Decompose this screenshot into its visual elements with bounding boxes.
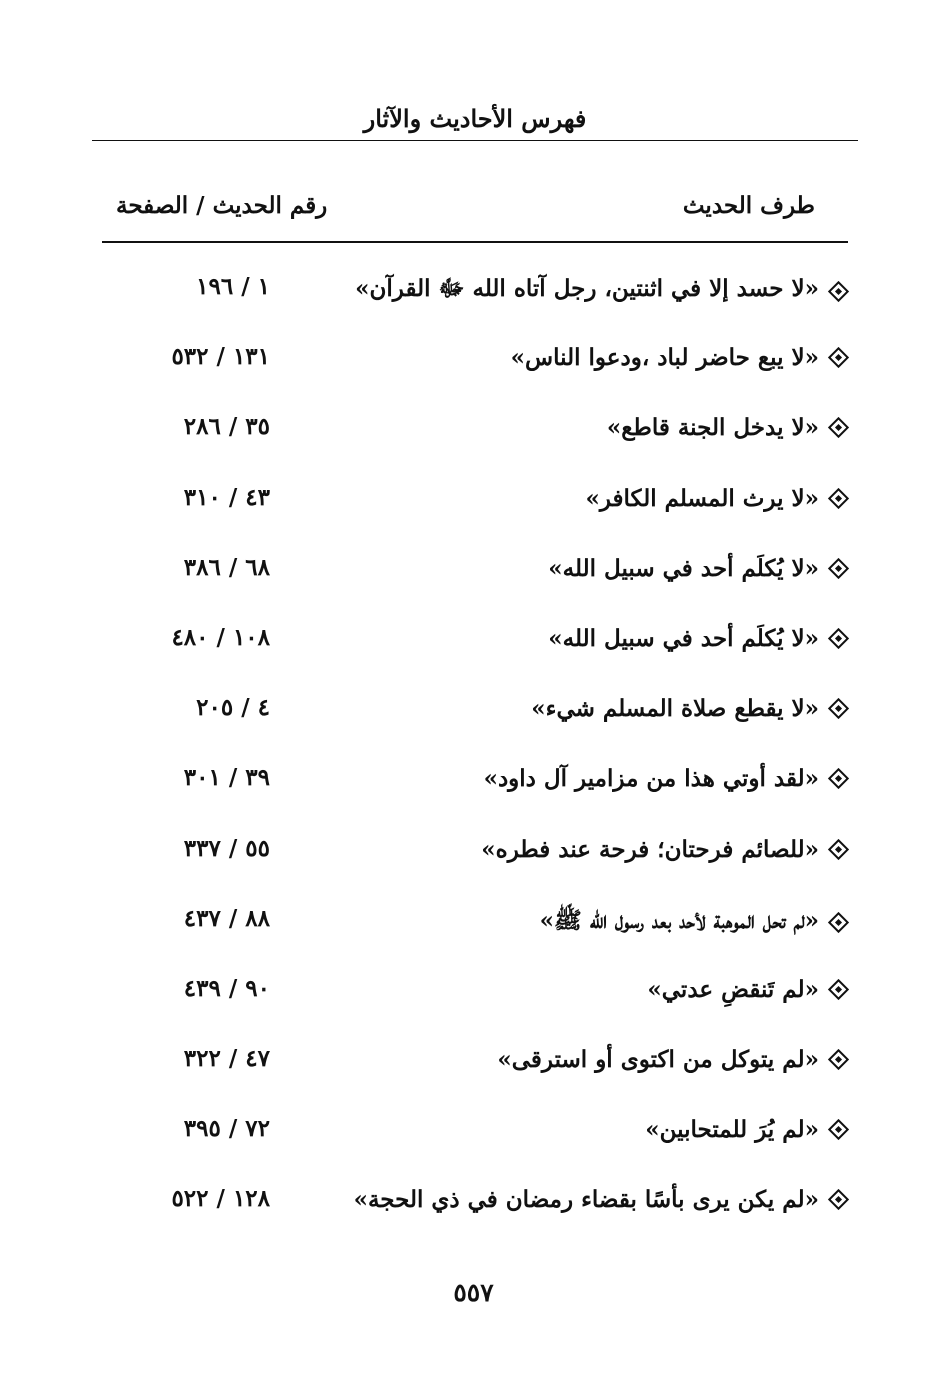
list-item (102, 469, 848, 539)
list-item (102, 609, 848, 679)
list-item (102, 960, 848, 1030)
diamond-bullet-icon (828, 558, 849, 579)
hadith-entry (355, 274, 848, 308)
diamond-bullet-icon (828, 347, 849, 368)
list-item (102, 749, 848, 819)
list-item (102, 398, 848, 468)
hadith-text: «لم يتوكل من اكتوى أو استرقى» (497, 1046, 819, 1074)
list-item (102, 258, 848, 328)
diamond-bullet-icon (828, 838, 849, 859)
hadith-reference: ٣٩ / ٣٠١ (183, 764, 270, 792)
hadith-text: «لم يكن يرى بأسًا بقضاء رمضان في ذي الحجة» (353, 1186, 819, 1214)
diamond-bullet-icon (828, 1119, 849, 1140)
column-header-hadith: طرف الحديث (682, 192, 815, 219)
hadith-reference: ٤٣ / ٣١٠ (183, 483, 270, 511)
hadith-entry (645, 1116, 848, 1143)
diamond-bullet-icon (828, 487, 849, 508)
hadith-reference: ٨٨ / ٤٣٧ (183, 904, 270, 932)
hadith-text: «لا يدخل الجنة قاطع» (606, 414, 819, 442)
hadith-reference: ١٠٨ / ٤٨٠ (171, 623, 270, 651)
hadith-text: «لا يُكلَم أحد في سبيل الله» (548, 554, 819, 582)
hadith-reference: ٧٢ / ٣٩٥ (183, 1115, 270, 1143)
hadith-entry (484, 765, 848, 792)
hadith-index-list (102, 258, 848, 1241)
page-number: ٥٥٧ (453, 1278, 494, 1307)
diamond-bullet-icon (828, 768, 849, 789)
hadith-entry (481, 836, 848, 863)
hadith-entry (540, 906, 848, 940)
hadith-text: «لا يبع حاضر لباد ،ودعوا الناس» (510, 344, 819, 372)
hadith-reference: ٤ / ٢٠٥ (196, 694, 270, 722)
page-title: فهرس الأحاديث والآثار (363, 104, 587, 133)
hadith-reference: ٣٥ / ٢٨٦ (183, 413, 270, 441)
list-item (102, 679, 848, 749)
list-item (102, 1030, 848, 1100)
hadith-text: «لم تَنقضِ عدتي» (647, 975, 819, 1003)
hadith-entry (548, 555, 848, 582)
hadith-reference: ١ / ١٩٦ (196, 273, 270, 300)
hadith-reference: ٦٨ / ٣٨٦ (183, 553, 270, 581)
hadith-reference: ١٢٨ / ٥٢٢ (171, 1185, 270, 1213)
hadith-entry (607, 414, 848, 441)
hadith-reference: ٥٥ / ٣٣٧ (183, 834, 270, 862)
hadith-text: «لقد أوتي هذا من مزامير آل داود» (483, 765, 819, 793)
hadith-text: «لم تحل الموهبة لأحد بعد رسول الله ﷺ» (539, 906, 819, 934)
header-divider (92, 140, 858, 141)
hadith-reference: ٩٠ / ٤٣٩ (183, 974, 270, 1002)
diamond-bullet-icon (828, 417, 849, 438)
hadith-entry (497, 1046, 848, 1073)
list-item (102, 820, 848, 890)
list-item (102, 328, 848, 398)
hadith-reference: ١٣١ / ٥٣٢ (171, 343, 270, 371)
hadith-entry (585, 485, 848, 512)
hadith-text: «لا يرث المسلم الكافر» (585, 484, 819, 512)
diamond-bullet-icon (828, 280, 849, 301)
hadith-reference: ٤٧ / ٣٢٢ (183, 1045, 270, 1073)
diamond-bullet-icon (828, 979, 849, 1000)
hadith-entry (354, 1186, 848, 1213)
diamond-bullet-icon (828, 628, 849, 649)
list-item (102, 539, 848, 609)
diamond-bullet-icon (828, 1049, 849, 1070)
diamond-bullet-icon (828, 912, 849, 933)
hadith-text: «لم يُرَ للمتحابين» (645, 1116, 819, 1144)
hadith-text: «للصائم فرحتان؛ فرحة عند فطره» (481, 835, 819, 863)
table-divider (102, 241, 848, 243)
diamond-bullet-icon (828, 1189, 849, 1210)
hadith-entry (531, 695, 848, 722)
hadith-text: «لا حسد إلا في اثنتين، رجل آتاه الله ﷻ القرآن» (355, 275, 819, 302)
hadith-text: «لا يُكلَم أحد في سبيل الله» (548, 624, 819, 652)
column-header-reference: رقم الحديث / الصفحة (116, 192, 328, 219)
list-item (102, 890, 848, 960)
list-item (102, 1170, 848, 1240)
list-item (102, 1100, 848, 1170)
hadith-text: «لا يقطع صلاة المسلم شيء» (531, 695, 819, 723)
hadith-entry (511, 344, 848, 371)
diamond-bullet-icon (828, 698, 849, 719)
hadith-entry (548, 625, 848, 652)
hadith-entry (647, 976, 848, 1003)
